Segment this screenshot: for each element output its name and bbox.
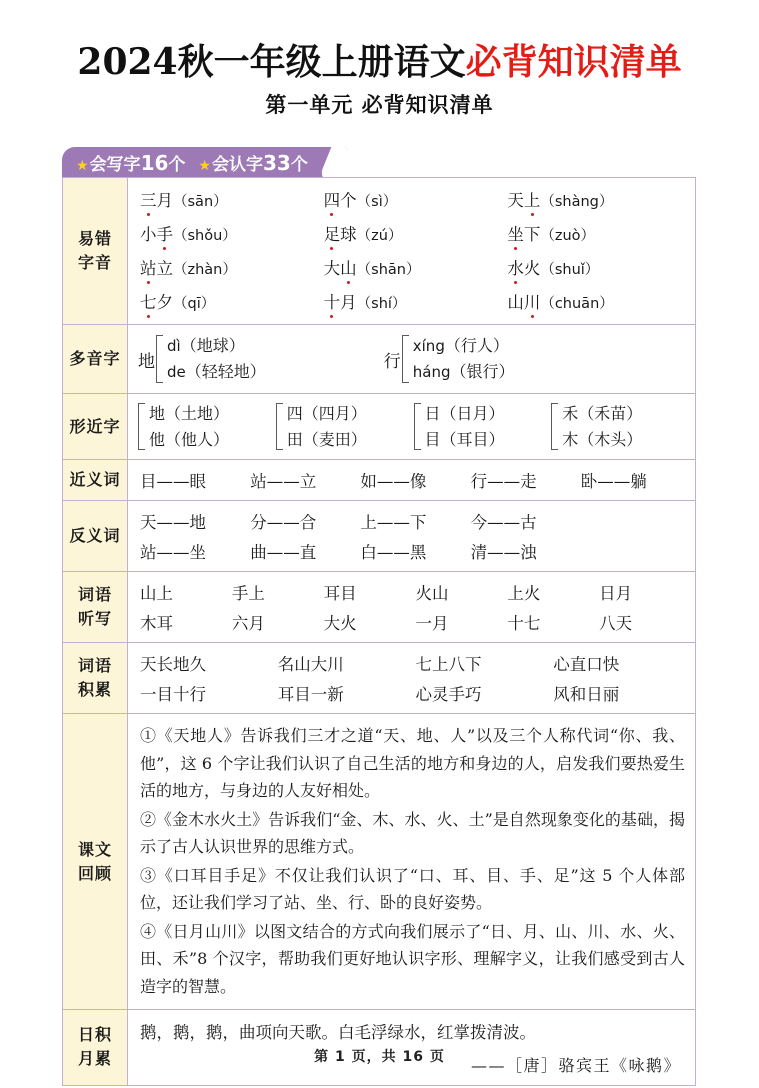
brace-pair — [287, 401, 367, 452]
dictation-word: 手上 — [231, 584, 265, 604]
table-row-yicuo — [63, 178, 696, 325]
row-body-jinyi — [128, 460, 696, 501]
dotted-char: 手 — [157, 221, 174, 245]
dotted-char: 七 — [140, 289, 157, 313]
dictation-word: 一月 — [415, 614, 449, 634]
yicuo-item — [505, 217, 689, 251]
kewen-paragraph: ③《口耳目手足》不仅让我们认识了“口、耳、目、手、足”这 5 个人体部位，还让我们学习了站、坐、行、卧的良好姿势。 — [140, 865, 685, 913]
antonym-pair: 今——古 — [470, 513, 537, 533]
dictation-word: 大火 — [323, 614, 357, 634]
tingxie-line-2 — [138, 607, 689, 637]
row-label-xingjin: 形近字 — [63, 394, 128, 460]
plain-char: 立 — [156, 259, 173, 279]
brace-top-entry: xíng（行人） — [412, 336, 509, 356]
page-footer: 第 1 页，共 16 页 — [314, 1049, 445, 1065]
plain-char: 小 — [140, 225, 157, 245]
brace-bottom-entry: de（轻轻地） — [167, 362, 266, 382]
dictation-word: 六月 — [231, 614, 265, 634]
dotted-char: 十 — [324, 289, 341, 313]
dotted-char: 上 — [524, 187, 541, 211]
dictation-word: 火山 — [415, 584, 449, 604]
antonym-pair: 上——下 — [360, 513, 427, 533]
brace-icon — [138, 403, 145, 450]
duoyin-block — [138, 333, 266, 385]
synonym-pair: 行——走 — [470, 472, 537, 492]
row-body-fanyi — [128, 501, 696, 572]
counts-badge — [62, 147, 348, 177]
pinyin: （qī） — [173, 296, 216, 313]
dictation-word: 十七 — [507, 614, 541, 634]
dictation-word: 耳目 — [323, 584, 357, 604]
table-row-xingjin — [63, 394, 696, 460]
dotted-word — [324, 255, 421, 279]
xingjin-cell — [276, 401, 414, 452]
star-icon-2: ★ — [198, 157, 211, 174]
dotted-word — [507, 289, 613, 313]
brace-pair — [425, 401, 505, 452]
pinyin: （zhàn） — [173, 262, 237, 279]
brace-icon — [551, 403, 558, 450]
dotted-word — [140, 187, 228, 211]
brace-top-entry: 日（日月） — [424, 404, 505, 424]
dotted-word — [324, 289, 407, 313]
xingjin-grid — [138, 399, 689, 454]
brace-icon — [156, 335, 163, 383]
brace-bottom-entry: háng（银行） — [412, 362, 515, 382]
yicuo-item — [505, 251, 689, 285]
dotted-char: 三 — [140, 187, 157, 211]
brace-pair — [413, 333, 515, 385]
row-label-rijiyuelei: 日积 月累 — [63, 1010, 128, 1085]
antonym-pair: 清——浊 — [470, 543, 537, 563]
brace-top-entry: 禾（禾苗） — [562, 404, 643, 424]
plain-char: 夕 — [156, 293, 173, 313]
antonym-pair: 分——合 — [250, 513, 317, 533]
dotted-word — [324, 221, 403, 245]
brace-head-char: 地 — [138, 351, 155, 372]
page-title-red: 必背知识清单 — [465, 41, 682, 83]
row-body-kewen — [128, 714, 696, 1010]
antonym-pair: 天——地 — [140, 513, 206, 533]
write-count-segment — [76, 150, 185, 175]
xingjin-block — [276, 401, 414, 452]
xingjin-cell — [138, 401, 276, 452]
jilei-line-1 — [138, 648, 689, 678]
tingxie-line-1 — [138, 577, 689, 607]
brace-head-char: 行 — [383, 351, 401, 372]
table-row-tingxie — [63, 572, 696, 643]
xingjin-block — [414, 401, 552, 452]
idiom-item: 风和日丽 — [553, 685, 620, 705]
plain-char: 个 — [340, 191, 357, 211]
pinyin: （sì） — [356, 194, 398, 211]
dotted-char: 足 — [324, 221, 341, 245]
idiom-item: 心灵手巧 — [415, 685, 482, 705]
yicuo-item — [138, 251, 322, 285]
pinyin: （sān） — [173, 194, 228, 211]
jilei-line-2 — [138, 678, 689, 708]
row-label-duoyin: 多音字 — [63, 325, 128, 394]
yicuo-item — [322, 183, 506, 217]
pinyin: （shuǐ） — [540, 262, 600, 279]
row-label-jilei: 词语 积累 — [63, 643, 128, 714]
write-label: 会写字 — [89, 154, 141, 175]
brace-bottom-entry: 他（他人） — [149, 429, 230, 449]
idiom-item: 耳目一新 — [277, 685, 344, 705]
row-body-duoyin — [128, 325, 696, 394]
dictation-word: 山上 — [140, 584, 173, 604]
yicuo-grid — [138, 183, 689, 319]
dotted-word — [507, 255, 599, 279]
table-row-jilei — [63, 643, 696, 714]
dotted-word — [507, 221, 595, 245]
dotted-word — [507, 187, 613, 211]
star-icon: ★ — [76, 157, 89, 174]
dotted-char: 山 — [340, 255, 357, 279]
pinyin: （zuò） — [540, 228, 596, 245]
kewen-paragraph: ②《金木水火土》告诉我们“金、木、水、火、土”是自然现象变化的基础，揭示了古人认识世界的思维方式。 — [140, 809, 685, 857]
plain-char: 月 — [340, 293, 357, 313]
xingjin-block — [551, 401, 689, 452]
brace-pair — [562, 401, 642, 452]
read-label: 会认字 — [211, 154, 263, 175]
pinyin: （shàng） — [540, 194, 614, 211]
dotted-word — [324, 187, 398, 211]
yicuo-item — [505, 285, 689, 319]
poem-verse: 鹅，鹅，鹅，曲项向天歌。白毛浮绿水，红掌拨清波。 — [140, 1023, 536, 1043]
synonym-pair: 站——立 — [250, 472, 317, 492]
dotted-word — [140, 221, 237, 245]
knowledge-table — [62, 177, 696, 1085]
yicuo-item — [138, 285, 322, 319]
yicuo-item — [322, 285, 506, 319]
yicuo-item — [322, 251, 506, 285]
dotted-char: 站 — [140, 255, 157, 279]
brace-bottom-entry: 木（木头） — [562, 429, 643, 449]
table-row-kewen — [63, 714, 696, 1010]
pinyin: （zú） — [356, 228, 403, 245]
dictation-word: 上火 — [507, 584, 541, 604]
duoyin-block — [384, 333, 515, 385]
fanyi-line-1 — [138, 506, 689, 536]
write-count: 16 — [140, 150, 169, 175]
dictation-word: 日月 — [599, 584, 633, 604]
pinyin: （shǒu） — [173, 228, 237, 245]
brace-top-entry: 地（土地） — [149, 404, 230, 424]
plain-char: 山 — [507, 293, 524, 313]
idiom-item: 七上八下 — [415, 655, 482, 675]
poem-attribution: ——［唐］骆宾王《咏鹅》 — [470, 1055, 681, 1075]
row-body-yicuo — [128, 178, 696, 325]
brace-icon — [414, 403, 421, 450]
brace-top-entry: 四（四月） — [286, 404, 367, 424]
dotted-char: 水 — [507, 255, 524, 279]
idiom-item: 天长地久 — [140, 655, 206, 675]
dotted-char: 川 — [524, 289, 541, 313]
row-label-yicuo: 易错 字音 — [63, 178, 128, 325]
dictation-word: 八天 — [599, 614, 633, 634]
yicuo-item — [322, 217, 506, 251]
fanyi-line-2 — [138, 536, 689, 566]
row-label-fanyi: 反义词 — [63, 501, 128, 572]
xingjin-cell — [414, 401, 552, 452]
kewen-paragraph: ①《天地人》告诉我们三才之道“天、地、人”以及三个人称代词“你、我、他”，这 6 个字让我们认识了自己生活的地方和身边的人，启发我们要热爱生活的地方，与身边的人友好相处。 — [140, 726, 685, 801]
table-row-jinyi — [63, 460, 696, 501]
row-label-tingxie: 词语 听写 — [63, 572, 128, 643]
synonym-pair: 卧——躺 — [580, 472, 647, 492]
page-title — [0, 0, 759, 82]
idiom-item: 名山大川 — [277, 655, 344, 675]
xingjin-block — [138, 401, 276, 452]
write-unit: 个 — [168, 154, 186, 175]
antonym-pair: 站——坐 — [140, 543, 206, 563]
brace-top-entry: dì（地球） — [167, 336, 245, 356]
duoyin-row — [138, 330, 689, 388]
synonym-pair: 目——眼 — [140, 472, 206, 492]
row-body-tingxie — [128, 572, 696, 643]
brace-icon — [276, 403, 283, 450]
brace-bottom-entry: 目（耳目） — [424, 429, 505, 449]
antonym-pair: 曲——直 — [250, 543, 317, 563]
plain-char: 火 — [523, 259, 541, 279]
row-body-xingjin — [128, 394, 696, 460]
brace-bottom-entry: 田（麦田） — [286, 429, 367, 449]
pinyin: （shān） — [356, 262, 421, 279]
brace-pair — [149, 401, 229, 452]
plain-char: 大 — [323, 259, 341, 279]
brace-pair — [167, 333, 266, 385]
plain-char: 天 — [507, 191, 524, 211]
brace-icon — [402, 335, 409, 383]
yicuo-item — [505, 183, 689, 217]
plain-char: 月 — [156, 191, 173, 211]
idiom-item: 心直口快 — [553, 655, 620, 675]
table-row-fanyi — [63, 501, 696, 572]
yicuo-item — [138, 183, 322, 217]
yicuo-item — [138, 217, 322, 251]
row-label-jinyi: 近义词 — [63, 460, 128, 501]
row-body-jilei — [128, 643, 696, 714]
pinyin: （chuān） — [540, 296, 614, 313]
kewen-paragraphs — [138, 719, 689, 1004]
read-count-segment — [198, 150, 307, 175]
dictation-word: 木耳 — [140, 614, 173, 634]
synonym-pair: 如——像 — [360, 472, 427, 492]
dotted-word — [140, 255, 237, 279]
kewen-paragraph: ④《日月山川》以图文结合的方式向我们展示了“日、月、山、川、水、火、田、禾”8 个汉字，帮助我们更好地认识字形、理解字义，让我们感受到古人造字的智慧。 — [140, 921, 685, 996]
plain-char: 球 — [340, 225, 357, 245]
dotted-word — [140, 289, 215, 313]
row-label-kewen: 课文 回顾 — [63, 714, 128, 1010]
jinyi-line — [138, 465, 689, 495]
antonym-pair: 白——黑 — [360, 543, 427, 563]
page-title-black: 2024秋一年级上册语文 — [77, 41, 466, 83]
xingjin-cell — [551, 401, 689, 452]
pinyin: （shí） — [356, 296, 407, 313]
plain-char: 下 — [523, 225, 541, 245]
read-count: 33 — [262, 150, 291, 175]
table-row-duoyin — [63, 325, 696, 394]
counts-badge-wrapper — [62, 147, 348, 177]
page-subtitle: 第一单元 必背知识清单 — [265, 92, 494, 118]
dotted-char: 坐 — [507, 221, 524, 245]
idiom-item: 一目十行 — [140, 685, 206, 705]
read-unit: 个 — [290, 154, 308, 175]
dotted-char: 四 — [324, 187, 341, 211]
